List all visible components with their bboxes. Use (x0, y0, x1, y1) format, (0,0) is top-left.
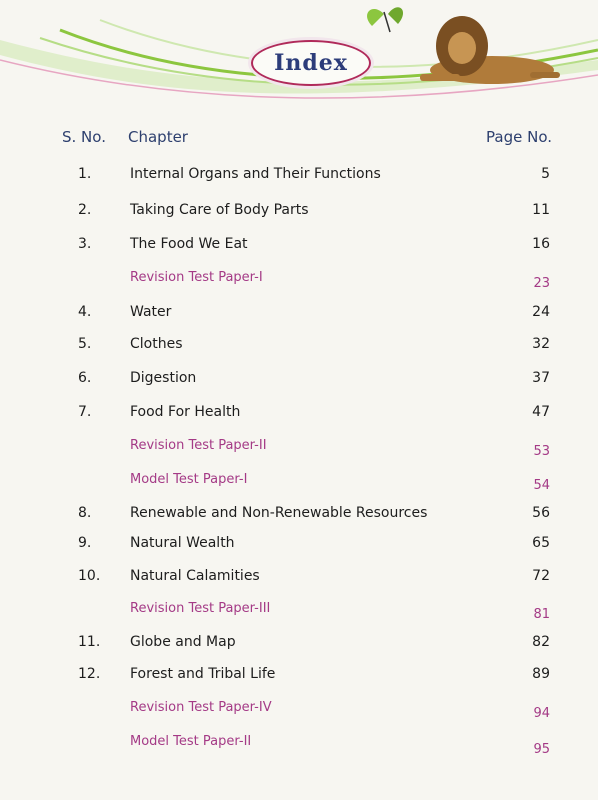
index-title-badge (251, 40, 371, 86)
page-number: 53 (533, 444, 550, 459)
page-number: 81 (533, 607, 550, 622)
chapter-title: Forest and Tribal Life (130, 666, 276, 682)
chapter-row (0, 166, 598, 188)
page-number: 82 (532, 634, 550, 650)
chapter-row (0, 535, 598, 557)
chapter-row (0, 568, 598, 590)
chapter-row (0, 236, 598, 258)
lion-icon (420, 16, 560, 84)
butterfly-icon (367, 7, 403, 32)
chapter-title: Model Test Paper-II (130, 734, 252, 749)
test-paper-row (0, 734, 598, 756)
serial-number: 2. (78, 202, 92, 218)
test-paper-row (0, 270, 598, 292)
page-number: 37 (532, 370, 550, 386)
serial-number: 11. (78, 634, 101, 650)
page-number: 16 (532, 236, 550, 252)
page-number: 56 (532, 505, 550, 521)
page-number: 94 (533, 706, 550, 721)
serial-number: 12. (78, 666, 101, 682)
chapter-row (0, 336, 598, 358)
chapter-row (0, 634, 598, 656)
chapter-title: Revision Test Paper-II (130, 438, 267, 453)
serial-number: 3. (78, 236, 92, 252)
chapter-title: Revision Test Paper-IV (130, 700, 272, 715)
chapter-row (0, 404, 598, 426)
header-sno: S. No. (62, 128, 106, 146)
header-chapter: Chapter (128, 128, 188, 146)
test-paper-row (0, 438, 598, 460)
chapter-row (0, 666, 598, 688)
page-number: 47 (532, 404, 550, 420)
serial-number: 10. (78, 568, 101, 584)
test-paper-row (0, 601, 598, 623)
chapter-title: Internal Organs and Their Functions (130, 166, 381, 182)
page-number: 5 (541, 166, 550, 182)
chapter-title: Taking Care of Body Parts (130, 202, 309, 218)
chapter-title: Water (130, 304, 172, 320)
chapter-title: Natural Calamities (130, 568, 260, 584)
page-number: 32 (532, 336, 550, 352)
serial-number: 4. (78, 304, 92, 320)
chapter-title: Revision Test Paper-I (130, 270, 263, 285)
serial-number: 1. (78, 166, 92, 182)
page-number: 23 (533, 276, 550, 291)
chapter-title: Globe and Map (130, 634, 236, 650)
chapter-title: Digestion (130, 370, 197, 386)
chapter-title: Food For Health (130, 404, 241, 420)
serial-number: 8. (78, 505, 92, 521)
page-number: 65 (532, 535, 550, 551)
chapter-row (0, 304, 598, 326)
chapter-title: Clothes (130, 336, 183, 352)
serial-number: 7. (78, 404, 92, 420)
serial-number: 9. (78, 535, 92, 551)
chapter-title: The Food We Eat (130, 236, 248, 252)
page-number: 89 (532, 666, 550, 682)
chapter-title: Renewable and Non-Renewable Resources (130, 505, 428, 521)
chapter-title: Model Test Paper-I (130, 472, 248, 487)
chapter-title: Natural Wealth (130, 535, 235, 551)
page-number: 54 (533, 478, 550, 493)
chapter-row (0, 505, 598, 527)
test-paper-row (0, 472, 598, 494)
page-number: 24 (532, 304, 550, 320)
test-paper-row (0, 700, 598, 722)
page-number: 95 (533, 742, 550, 757)
chapter-title: Revision Test Paper-III (130, 601, 271, 616)
header-page: Page No. (486, 128, 552, 146)
chapter-row (0, 370, 598, 392)
serial-number: 5. (78, 336, 92, 352)
page-number: 72 (532, 568, 550, 584)
chapter-row (0, 202, 598, 224)
page-title: Index (274, 50, 348, 76)
serial-number: 6. (78, 370, 92, 386)
page-number: 11 (532, 202, 550, 218)
